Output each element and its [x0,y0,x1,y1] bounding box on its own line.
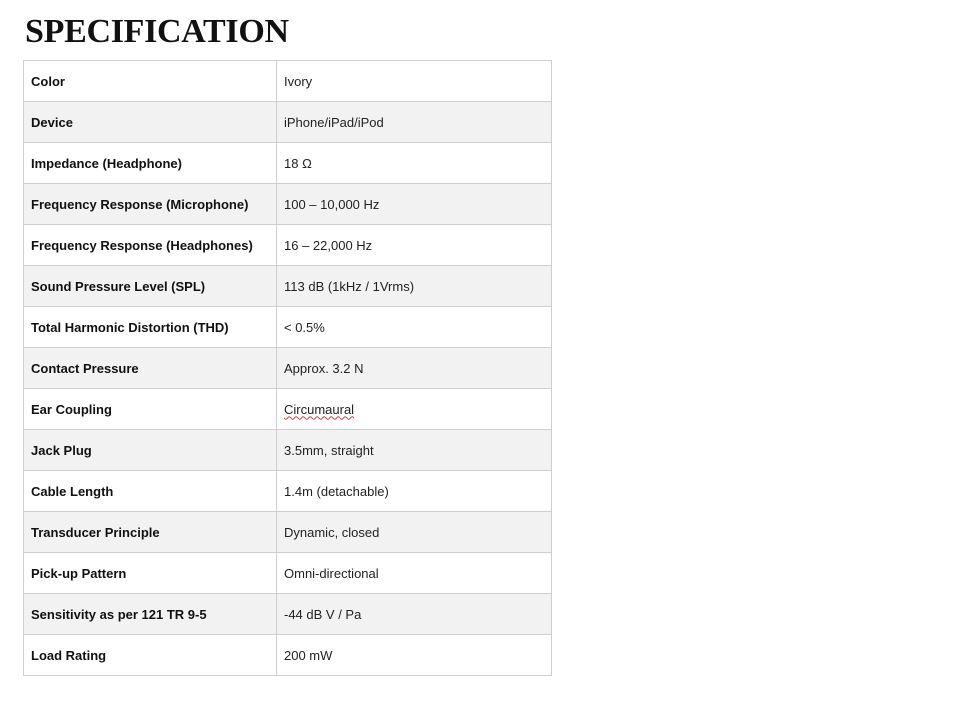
spec-value: 1.4m (detachable) [277,471,552,512]
page-title: SPECIFICATION [25,13,289,50]
spec-value: 100 – 10,000 Hz [277,184,552,225]
spec-value: 18 Ω [277,143,552,184]
spec-value: 16 – 22,000 Hz [277,225,552,266]
spec-row-impedance [24,143,552,184]
spec-row-jack-plug [24,430,552,471]
spec-label: Frequency Response (Headphones) [24,225,277,266]
spec-label: Pick-up Pattern [24,553,277,594]
spec-row-thd [24,307,552,348]
spellcheck-underlined-text: Circumaural [284,401,355,417]
spec-label: Sensitivity as per 121 TR 9-5 [24,594,277,635]
spec-label: Impedance (Headphone) [24,143,277,184]
spec-value: Ivory [277,61,552,102]
spec-row-spl [24,266,552,307]
spec-row-sensitivity [24,594,552,635]
spec-value: 113 dB (1kHz / 1Vrms) [277,266,552,307]
spec-row-cable-length [24,471,552,512]
spec-value: -44 dB V / Pa [277,594,552,635]
spec-label: Total Harmonic Distortion (THD) [24,307,277,348]
spec-row-pickup-pattern [24,553,552,594]
spec-label: Cable Length [24,471,277,512]
spec-row-frequency-response-headphones [24,225,552,266]
spec-row-load-rating [24,635,552,676]
spec-row-color [24,61,552,102]
spec-value: Omni-directional [277,553,552,594]
spec-value: iPhone/iPad/iPod [277,102,552,143]
spec-value: 3.5mm, straight [277,430,552,471]
spec-label: Jack Plug [24,430,277,471]
spec-table [23,60,552,676]
spec-row-frequency-response-microphone [24,184,552,225]
spec-row-contact-pressure [24,348,552,389]
spec-label: Transducer Principle [24,512,277,553]
spec-value [277,389,552,430]
spec-row-ear-coupling [24,389,552,430]
spec-label: Load Rating [24,635,277,676]
spec-label: Frequency Response (Microphone) [24,184,277,225]
spec-value: 200 mW [277,635,552,676]
spec-value: < 0.5% [277,307,552,348]
spec-label: Device [24,102,277,143]
spec-value: Dynamic, closed [277,512,552,553]
spec-label: Color [24,61,277,102]
spec-row-device [24,102,552,143]
spec-value: Approx. 3.2 N [277,348,552,389]
spec-label: Ear Coupling [24,389,277,430]
spec-row-transducer-principle [24,512,552,553]
spec-label: Sound Pressure Level (SPL) [24,266,277,307]
spec-label: Contact Pressure [24,348,277,389]
